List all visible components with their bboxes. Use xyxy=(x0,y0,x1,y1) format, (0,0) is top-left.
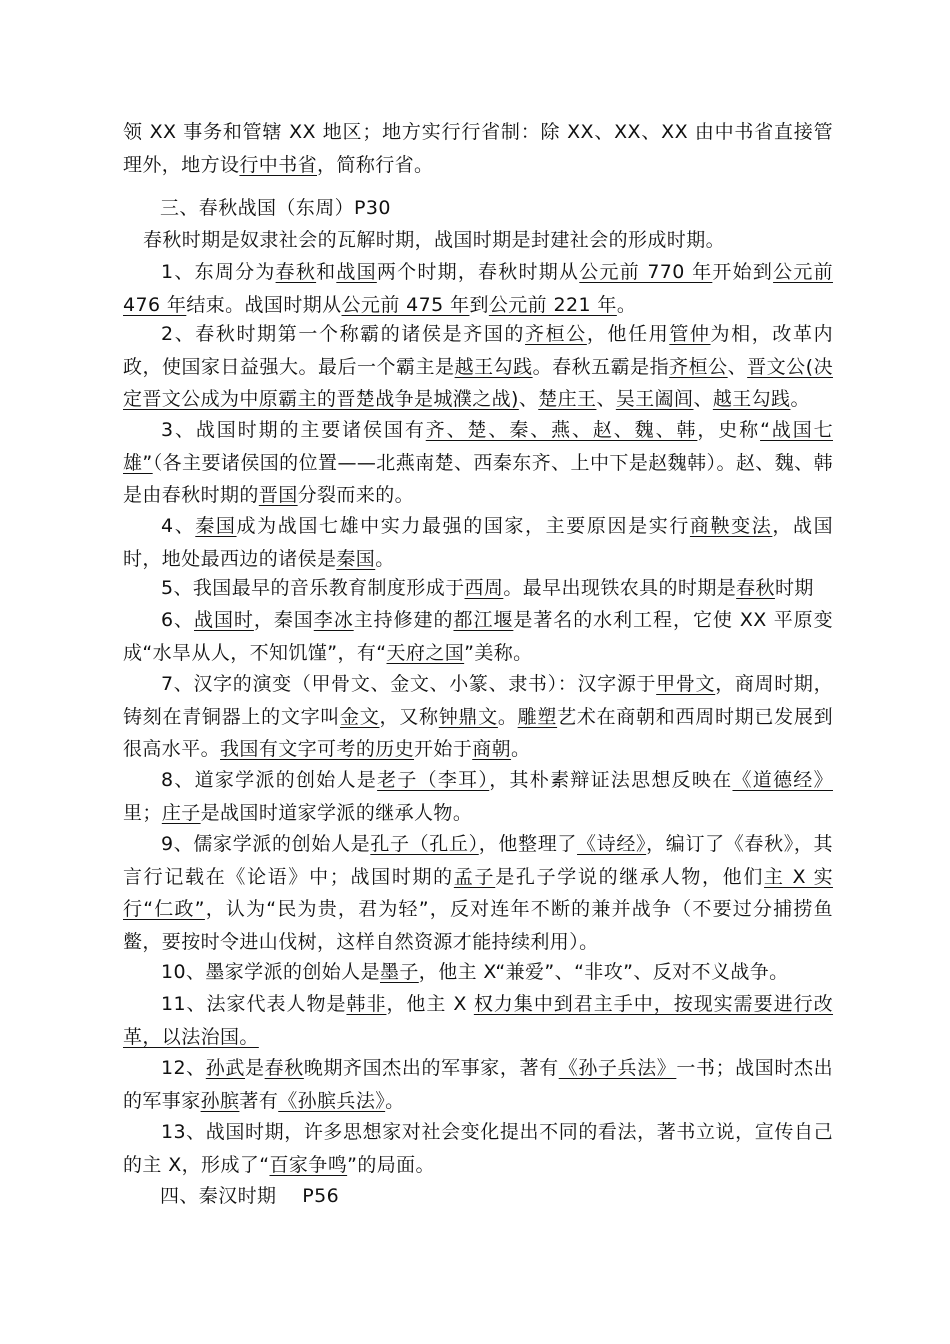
underlined-term: 百家争鸣 xyxy=(269,1153,348,1176)
paragraph-item-13 xyxy=(123,1116,833,1181)
underlined-term: 吴王阖闾 xyxy=(615,388,694,410)
text-run: 9、儒家学派的创始人是 xyxy=(161,833,371,855)
section-heading-spring-autumn xyxy=(160,192,820,225)
underlined-term: 行中书省 xyxy=(239,153,318,176)
underlined-term: 权力集中到君主手中，按现实需要进行改革，以法治国。 xyxy=(123,993,834,1048)
underlined-term: 公元前 475 年 xyxy=(341,293,470,316)
text-run: 春秋时期是奴隶社会的瓦解时期，战国时期是封建社会的形成时期。 xyxy=(143,229,726,251)
paragraph-item-4 xyxy=(123,510,833,575)
text-run: 主持修建的 xyxy=(353,609,454,631)
text-run: 三、春秋战国（东周）P30 xyxy=(160,197,391,219)
text-run: 结束。战国时期从 xyxy=(186,293,342,316)
underlined-term: 《孙膑兵法》 xyxy=(278,1089,386,1112)
underlined-term: 楚庄王 xyxy=(538,388,597,410)
paragraph-item-10 xyxy=(123,956,833,989)
underlined-term: 墨子 xyxy=(379,961,419,983)
underlined-term: 战国时 xyxy=(194,609,254,631)
text-run: ，他任用 xyxy=(586,323,670,345)
text-run: 开始于 xyxy=(414,738,473,760)
underlined-term: 韩非 xyxy=(346,993,387,1015)
text-run: 8、道家学派的创始人是 xyxy=(161,769,378,791)
paragraph-item-12 xyxy=(123,1052,833,1117)
text-run: 是著名的水利工程，它使 XX 平原变成“水旱从人，不知饥馑”，有“ xyxy=(123,609,834,664)
underlined-term: 春秋 xyxy=(736,577,775,599)
underlined-term: 孙膑 xyxy=(200,1089,240,1112)
underlined-term: 金文 xyxy=(340,705,380,728)
text-run: 、 xyxy=(518,388,539,410)
underlined-term: 越王勾践 xyxy=(712,388,791,410)
underlined-term: 《道德经》 xyxy=(732,769,833,791)
underlined-term: 商朝 xyxy=(472,738,512,760)
underlined-term: 齐、楚、秦、燕、赵、魏、韩 xyxy=(425,419,698,441)
text-run: ，他整理了 xyxy=(478,833,578,855)
text-run: 。 xyxy=(511,738,531,760)
underlined-term: 越王勾践 xyxy=(454,355,533,378)
text-run: 成为战国七雄中实力最强的国家，主要原因是实行 xyxy=(236,515,690,537)
text-run: 5、我国最早的音乐教育制度形成于 xyxy=(161,577,465,599)
text-run: 。春秋五霸是指 xyxy=(532,355,670,378)
underlined-term: 孙武 xyxy=(205,1057,246,1079)
text-run: ，编订了《春秋》，其言行记载在《论语》中；战国时期的 xyxy=(123,833,833,888)
underlined-term: 《诗经》 xyxy=(577,833,647,855)
text-run: 、 xyxy=(596,388,616,410)
text-run: 里； xyxy=(123,801,162,824)
underlined-term: 天府之国 xyxy=(386,641,465,664)
underlined-term: 庄子 xyxy=(161,801,201,824)
paragraph-item-11 xyxy=(123,988,833,1053)
underlined-term: 孟子 xyxy=(453,865,496,888)
paragraph-item-9 xyxy=(123,828,833,958)
underlined-term: 秦国 xyxy=(336,547,376,570)
text-run: 两个时期，春秋时期从 xyxy=(376,261,580,283)
paragraph-intro-spring-autumn xyxy=(105,224,835,257)
text-run: 。 xyxy=(375,547,395,570)
text-run: ，又称 xyxy=(379,705,439,728)
text-run: 到 xyxy=(469,293,489,316)
text-run: 2、春秋时期第一个称霸的诸侯是齐国的 xyxy=(161,323,526,345)
text-run: 4、 xyxy=(161,515,196,537)
text-run: ，认为“民为贵，君为轻”，反对连年不断的兼并战争（不要过分捕捞鱼鳖，要按时令进山伐树，这样自然资源才能持续利用）。 xyxy=(123,898,833,953)
text-run: 是孔子学说的继承人物，他们 xyxy=(495,865,765,888)
underlined-term: 晋国 xyxy=(258,484,298,506)
underlined-term: 春秋 xyxy=(264,1057,304,1079)
underlined-term: 公元前 221 年 xyxy=(488,293,617,316)
text-run: 时期 xyxy=(774,577,814,599)
paragraph-item-5 xyxy=(123,572,833,605)
paragraph-yuan-admin-continued xyxy=(123,116,833,181)
underlined-term: 商鞅变法 xyxy=(689,515,773,537)
section-heading-qin-han xyxy=(160,1180,820,1213)
text-run: 12、 xyxy=(161,1057,206,1079)
text-run: ，史称 xyxy=(697,419,761,441)
underlined-term: 孔子（孔丘） xyxy=(370,833,479,855)
underlined-term: 甲骨文 xyxy=(656,673,716,695)
text-run: 。 xyxy=(497,705,518,728)
text-run: ，其朴素辩证法思想反映在 xyxy=(489,769,733,791)
text-run: 著有 xyxy=(239,1089,279,1112)
underlined-term: 晋文公(决定晋文公成为中原霸主的晋楚战争是城濮之战) xyxy=(123,355,833,410)
text-run: 为相，改革内政，使国家日益强大。最后一个霸主是 xyxy=(123,323,833,378)
text-run: 艺术在商朝和西周时期已发展到很高水平。 xyxy=(123,705,833,760)
text-run: 7、汉字的演变（甲骨文、金文、小篆、隶书）：汉字源于 xyxy=(161,673,657,695)
text-run: ，他主 X xyxy=(386,993,474,1015)
text-run: 6、 xyxy=(161,609,195,631)
text-run: 。最早出现铁农具的时期是 xyxy=(503,577,737,599)
paragraph-item-6 xyxy=(123,604,833,669)
text-run: ，简称行省。 xyxy=(317,153,434,176)
underlined-term: 管仲 xyxy=(669,323,711,345)
text-run: 13、战国时期，许多思想家对社会变化提出不同的看法，著书立说，宣传自己的主 X，形成了“ xyxy=(123,1121,833,1176)
underlined-term: 齐桓公 xyxy=(525,323,587,345)
underlined-term: 主 X 实行“仁政” xyxy=(123,865,833,920)
text-run: ”美称。 xyxy=(464,641,533,664)
underlined-term: 老子（李耳） xyxy=(377,769,490,791)
text-run: 、 xyxy=(727,355,748,378)
paragraph-item-8 xyxy=(123,764,833,829)
paragraph-item-2 xyxy=(123,318,833,416)
text-run: 晚期齐国杰出的军事家，著有 xyxy=(303,1057,559,1079)
text-run: 1、东周分为 xyxy=(161,261,276,283)
paragraph-item-1 xyxy=(123,256,833,321)
underlined-term: 我国有文字可考的历史 xyxy=(220,738,415,760)
text-run: 是战国时道家学派的继承人物。 xyxy=(200,801,473,824)
text-run: 10、墨家学派的创始人是 xyxy=(161,961,380,983)
paragraph-item-7 xyxy=(123,668,833,766)
paragraph-item-3 xyxy=(123,414,833,512)
text-run: 和 xyxy=(316,261,337,283)
underlined-term: 《孙子兵法》 xyxy=(558,1057,677,1079)
underlined-term: 都江堰 xyxy=(453,609,514,631)
text-run: 。 xyxy=(616,293,637,316)
text-run: ，商周时期，铸刻在青铜器上的文字叫 xyxy=(123,673,833,728)
text-run: 是 xyxy=(245,1057,265,1079)
text-run: 分裂而来的。 xyxy=(297,484,415,506)
text-run: 11、法家代表人物是 xyxy=(161,993,347,1015)
underlined-term: 雕塑 xyxy=(517,705,558,728)
underlined-term: 战国 xyxy=(336,261,377,283)
underlined-term: 钟鼎文 xyxy=(438,705,498,728)
text-run: 领 XX 事务和管辖 XX 地区；地方实行行省制：除 XX、XX、XX 由中书省直接管理外，地方设 xyxy=(123,121,833,176)
underlined-term: 李冰 xyxy=(313,609,354,631)
text-run: 开始到 xyxy=(712,261,774,283)
underlined-term: 齐桓公 xyxy=(669,355,728,378)
text-run: 。 xyxy=(385,1089,405,1112)
underlined-term: 秦国 xyxy=(195,515,237,537)
text-run: ，秦国 xyxy=(253,609,314,631)
text-run: 、 xyxy=(693,388,713,410)
text-run: 四、秦汉时期 P56 xyxy=(160,1185,340,1207)
underlined-term: 西周 xyxy=(464,577,504,599)
underlined-term: 春秋 xyxy=(275,261,317,283)
text-run: 一书；战国时杰出的军事家 xyxy=(123,1057,833,1112)
text-run: ”的局面。 xyxy=(347,1153,435,1176)
text-run: ，战国时，地处最西边的诸侯是 xyxy=(123,515,833,570)
text-run: 。 xyxy=(790,388,810,410)
underlined-term: 公元前 770 年 xyxy=(579,261,713,283)
text-run: 3、战国时期的主要诸侯国有 xyxy=(161,419,426,441)
text-run: （各主要诸侯国的位置——北燕南楚、西秦东齐、上中下是赵魏韩）。赵、魏、韩是由春秋时期的 xyxy=(123,451,833,506)
underlined-term: 公元前 476 年 xyxy=(123,261,833,316)
text-run: ，他主 X“兼爱”、“非攻”、反对不义战争。 xyxy=(418,961,789,983)
underlined-term: “战国七雄” xyxy=(123,419,833,474)
